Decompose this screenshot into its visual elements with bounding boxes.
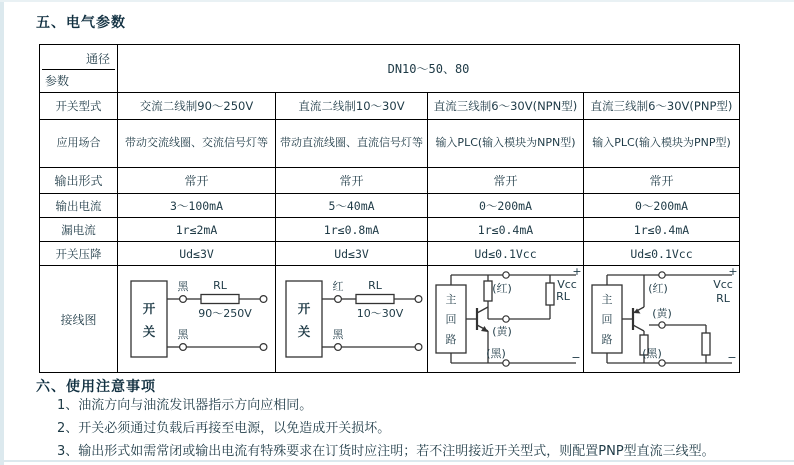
output-wire — [649, 322, 706, 328]
table-cell: 1r≤0.4mA — [428, 218, 584, 242]
switch-box — [131, 281, 167, 357]
wire-color-label: (红) — [491, 282, 512, 295]
wire-color-label: (红) — [647, 282, 668, 295]
load-resistor-label: RL — [212, 279, 227, 292]
svg-text:回: 回 — [445, 313, 456, 326]
top-wire — [167, 295, 267, 304]
load-resistor — [546, 275, 554, 319]
plus-sign: + — [571, 267, 582, 278]
wire-color-label: 黑 — [332, 328, 344, 341]
svg-text:路: 路 — [601, 333, 612, 346]
dn-range-cell: DN10～50、80 — [118, 45, 740, 93]
svg-text:关: 关 — [142, 324, 155, 339]
table-cell: 0～200mA — [428, 194, 584, 218]
row-label-output-form: 输出形式 — [40, 168, 118, 194]
table-cell: 直流二线制10～30V — [276, 93, 428, 120]
bottom-wire — [322, 344, 422, 351]
pullup-resistor — [484, 275, 492, 307]
table-cell: 常开 — [118, 168, 276, 194]
row-label-application: 应用场合 — [40, 120, 118, 168]
table-cell: 输入PLC(输入模块为NPN型) — [428, 120, 584, 168]
corner-label-parameter: 参数 — [45, 73, 70, 88]
table-row-output-form — [40, 168, 740, 194]
wiring-diagram-pnp-three-wire — [586, 267, 738, 371]
row-label-wiring-diagram: 接线图 — [40, 266, 118, 373]
wire-color-label: 红 — [332, 280, 344, 293]
row-label-leakage-current: 漏电流 — [40, 218, 118, 242]
wire-color-label: (黄) — [491, 325, 512, 338]
electrical-parameters-table — [39, 44, 740, 373]
vcc-label: Vcc — [556, 278, 577, 291]
minus-sign: − — [726, 351, 737, 364]
voltage-range-label: 10～30V — [356, 307, 404, 320]
wiring-cell-pnp-three-wire — [584, 266, 740, 373]
table-cell: 1r≤0.8mA — [276, 218, 428, 242]
table-cell: Ud≤3V — [118, 242, 276, 266]
usage-note: 1、油流方向与油流发讯器指示方向应相同。 — [57, 398, 313, 413]
corner-header-cell — [40, 45, 118, 93]
wiring-diagram-ac-two-wire — [121, 267, 273, 371]
svg-text:开: 开 — [297, 301, 311, 316]
wiring-cell-ac-two-wire — [118, 266, 276, 373]
usage-note: 2、开关必须通过负载后再接至电源，以免造成开关损坏。 — [57, 421, 391, 436]
main-circuit-box — [436, 285, 466, 353]
table-cell: 常开 — [276, 168, 428, 194]
main-circuit-box — [592, 285, 622, 353]
table-cell: 1r≤2mA — [118, 218, 276, 242]
table-row-dn — [40, 45, 740, 93]
minus-sign: − — [570, 351, 581, 364]
table-cell: 0～200mA — [584, 194, 740, 218]
pnp-transistor — [622, 275, 644, 331]
top-edge-line — [0, 0, 794, 2]
table-cell: 3～100mA — [118, 194, 276, 218]
table-cell: Ud≤0.1Vcc — [584, 242, 740, 266]
wiring-diagram-dc-two-wire — [276, 267, 428, 371]
svg-text:主: 主 — [445, 293, 456, 306]
section-title-electrical-parameters: 五、电气参数 — [36, 15, 126, 31]
wiring-cell-dc-two-wire — [276, 266, 428, 373]
bottom-rail — [451, 353, 576, 366]
table-cell: 带动直流线圈、直流信号灯等 — [276, 120, 428, 168]
svg-text:关: 关 — [297, 324, 311, 339]
table-cell: 输入PLC(输入模块为PNP型) — [584, 120, 740, 168]
section-title-usage-notes: 六、使用注意事项 — [36, 379, 156, 395]
load-resistor-label: RL — [368, 279, 382, 292]
table-row-wiring-diagrams — [40, 266, 740, 373]
wire-color-label: 黑 — [177, 280, 188, 293]
row-label-switch-type: 开关型式 — [40, 93, 118, 120]
wire-color-label: 黑 — [177, 328, 188, 341]
table-row-leakage-current — [40, 218, 740, 242]
svg-text:主: 主 — [601, 293, 612, 306]
row-label-output-current: 输出电流 — [40, 194, 118, 218]
table-row-output-current — [40, 194, 740, 218]
table-row-switch-type — [40, 93, 740, 120]
table-cell: Ud≤3V — [276, 242, 428, 266]
table-cell: Ud≤0.1Vcc — [428, 242, 584, 266]
svg-text:回: 回 — [601, 313, 612, 326]
bottom-rail — [607, 353, 732, 366]
wire-color-label: (黑) — [485, 347, 506, 360]
table-cell: 5～40mA — [276, 194, 428, 218]
load-resistor — [702, 325, 710, 363]
npn-transistor — [466, 307, 488, 332]
table-row-application — [40, 120, 740, 168]
wire-color-label: (黑) — [641, 347, 662, 360]
table-cell: 常开 — [428, 168, 584, 194]
wiring-diagram-npn-three-wire — [430, 267, 582, 371]
table-row-voltage-drop — [40, 242, 740, 266]
table-cell: 带动交流线圈、交流信号灯等 — [118, 120, 276, 168]
table-cell: 直流三线制6～30V(PNP型) — [584, 93, 740, 120]
vcc-label: Vcc — [712, 278, 733, 291]
corner-label-diameter: 通径 — [42, 47, 115, 70]
usage-note: 3、输出形式如需常闭或输出电流有特殊要求在订货时应注明；若不注明接近开关型式，则配置PNP型直流三线型。 — [57, 444, 715, 459]
top-wire — [322, 295, 422, 304]
switch-box — [286, 281, 322, 357]
voltage-range-label: 90～250V — [197, 307, 252, 320]
table-cell: 1r≤0.4mA — [584, 218, 740, 242]
row-label-voltage-drop: 开关压降 — [40, 242, 118, 266]
table-cell: 常开 — [584, 168, 740, 194]
svg-text:路: 路 — [445, 333, 456, 346]
usage-notes-list — [57, 394, 715, 463]
svg-text:开: 开 — [142, 301, 155, 316]
load-resistor-label: RL — [715, 292, 730, 305]
bottom-wire — [167, 344, 267, 351]
wiring-cell-npn-three-wire — [428, 266, 584, 373]
wire-color-label: (黄) — [651, 307, 672, 320]
plus-sign: + — [727, 267, 738, 278]
table-cell: 直流三线制6～30V(NPN型) — [428, 93, 584, 120]
left-edge-strip — [0, 0, 4, 465]
table-cell: 交流二线制90～250V — [118, 93, 276, 120]
load-resistor-label: RL — [555, 290, 570, 303]
